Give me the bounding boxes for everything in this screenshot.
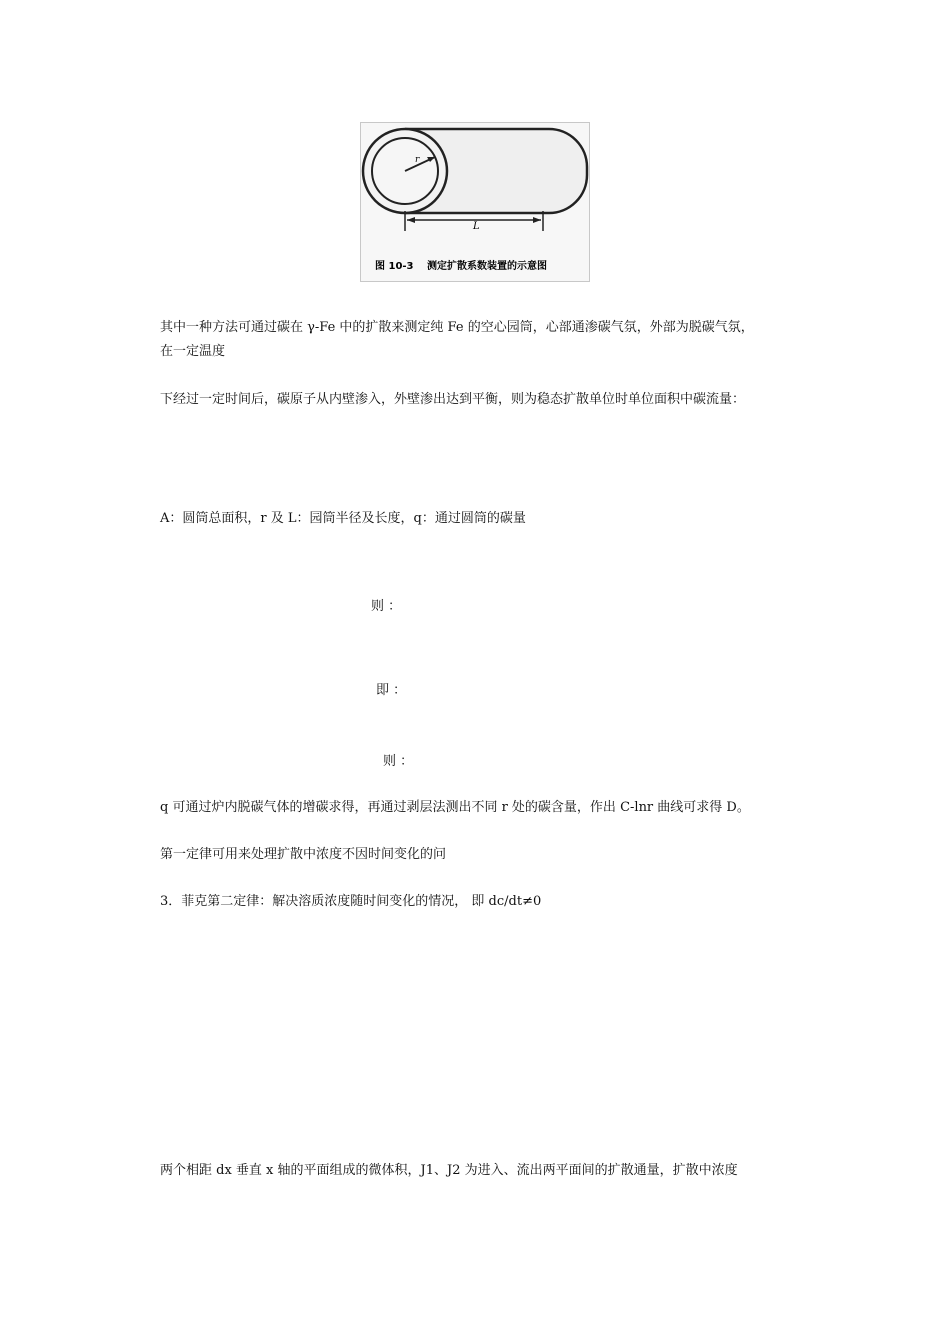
paragraph-2: 下经过一定时间后，碳原子从内壁渗入，外壁渗出达到平衡，则为稳态扩散单位时单位面积中碳流量： <box>160 392 746 407</box>
length-label: L <box>473 221 480 232</box>
paragraph-1-line-1: 其中一种方法可通过碳在 γ-Fe 中的扩散来测定纯 Fe 的空心园筒，心部通渗碳气氛，外部为脱碳气氛， <box>160 320 754 335</box>
paragraph-5: 第一定律可用来处理扩散中浓度不因时间变化的问 <box>160 847 447 862</box>
equation-3-label: 则 ： <box>383 754 414 769</box>
caption-text: 测定扩散系数装置的示意图 <box>427 261 547 272</box>
paragraph-6: 3．菲克第二定律：解决溶质浓度随时间变化的情况， 即 dc/dt≠0 <box>160 894 542 909</box>
length-arrow-left <box>407 217 415 223</box>
cylinder-figure <box>360 122 590 282</box>
radius-label: r <box>415 155 420 165</box>
paragraph-1-line-2: 在一定温度 <box>160 344 226 359</box>
equation-2-label: 即 ： <box>376 683 407 698</box>
paragraph-3: A：圆筒总面积，r 及 L：园筒半径及长度，q：通过圆筒的碳量 <box>160 511 526 526</box>
length-arrow-right <box>533 217 541 223</box>
equation-1-label: 则 ： <box>371 599 402 614</box>
paragraph-7: 两个相距 dx 垂直 x 轴的平面组成的微体积，J1、J2 为进入、流出两平面间的扩散通量，扩散中浓度 <box>160 1163 738 1178</box>
cylinder-diagram <box>361 123 589 281</box>
caption-number: 图 10-3 <box>375 261 414 272</box>
paragraph-4: q 可通过炉内脱碳气体的增碳求得，再通过剥层法测出不同 r 处的碳含量，作出 C-lnr 曲线可求得 D。 <box>160 800 750 815</box>
